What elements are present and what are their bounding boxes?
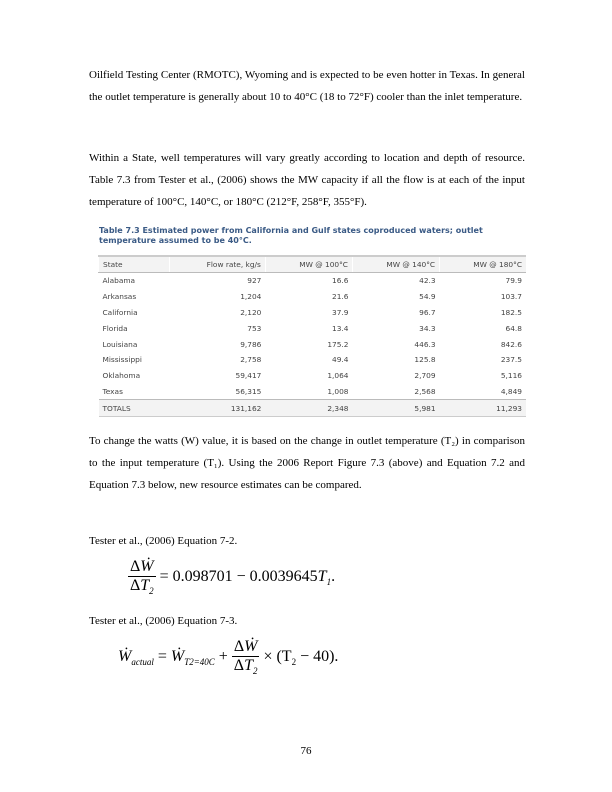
table-cell: 13.4 [332,323,349,333]
column-header: MW @ 140°C [352,256,439,273]
table-cell: 34.3 [419,323,436,333]
equation-tail: × (T [263,647,292,665]
table-cell: 56,315 [235,386,262,396]
table-cell: 37.9 [332,307,349,317]
table-cell: 2,120 [240,307,262,317]
paragraph-2: Within a State, well temperatures will vary greatly according to location and depth of resource. Table 7.3 from Tester et al., (2006) shows the MW capacity if all the flow is at each of the input temperature of 100°C, 140°C, or 180°C (212°F, 258°F, 355°F). [89,152,525,208]
power-table [98,255,526,417]
table-cell: 21.6 [332,292,349,302]
table-row [99,289,527,305]
table-row [99,352,527,368]
table-cell: 16.6 [332,276,349,286]
table-cell: Alabama [102,276,136,286]
table-cell: 842.6 [500,339,522,349]
table-cell: 11,293 [440,400,526,417]
paragraph-3: To change the watts (W) value, it is based on the change in outlet temperature (T₂) in comparison to the input temperature (T₁). Using the 2006 Report Figure 7.3 (above) and Equation 7.2 and Equation 7.3 below, new resource estimates can be compared. [89,435,525,491]
table-cell: Louisiana [102,339,138,349]
table-cell: 125.8 [414,355,436,365]
equation-end: − 40). [296,647,339,665]
table-cell: 1,064 [327,371,349,381]
table-cell: 2,709 [414,371,436,381]
table-cell: 927 [247,276,262,286]
table-cell: 237.5 [500,355,522,365]
table-cell: 2,758 [240,355,262,365]
equation-7-3: Ẇ$_{actual}$ = Ẇ$_{T2=40C}$ + $\frac{\text{ΔẆ}}{\Delta T_2}$ × $(T_2 - 40)$. [118,638,339,677]
table-row [99,336,527,352]
table-row [99,305,527,321]
table-cell: 2,568 [414,386,436,396]
table-cell: 175.2 [327,339,349,349]
column-header: MW @ 180°C [440,256,526,273]
table-cell: 446.3 [414,339,436,349]
equation-7-3-caption: Tester et al., (2006) Equation 7-3. [89,615,238,627]
column-header: State [99,256,170,273]
table-cell: 49.4 [332,355,349,365]
table-row [99,368,527,384]
table-cell: 753 [247,323,262,333]
table-cell: Florida [102,323,128,333]
table-cell: 59,417 [235,371,262,381]
table-cell: 182.5 [500,307,522,317]
table-cell: 54.9 [419,292,436,302]
table-cell: Oklahoma [102,371,141,381]
table-cell: Texas [102,386,123,396]
table-cell: 9,786 [240,339,262,349]
column-header: Flow rate, kg/s [170,256,265,273]
table-cell: 42.3 [419,276,436,286]
paragraph-1: Oilfield Testing Center (RMOTC), Wyoming and is expected to be even hotter in Texas. In general the outlet temperature is generally about 10 to 40°C (18 to 72°F) cooler than the inlet temperature. [89,69,525,103]
table-row [99,383,527,399]
page-number: 76 [300,745,312,757]
table-title: Table 7.3 Estimated power from California and Gulf states coproduced waters; outlet temperature assumed to be 40°C. [99,226,483,245]
table-cell: TOTALS [99,400,170,417]
table-cell: 1,204 [240,292,262,302]
table-cell: 96.7 [419,307,436,317]
equation-rhs: = 0.098701 − 0.0039645 [159,567,318,585]
table-cell: California [102,307,138,317]
table-cell: 1,008 [327,386,349,396]
table-cell: 4,849 [500,386,522,396]
table-cell: Arkansas [102,292,137,302]
table-cell: 5,116 [500,371,522,381]
subscript-actual: actual [131,656,154,667]
equation-7-2: $\frac{\text{ΔẆ}}{\Delta T_2}$ = $0.098701 - 0.0039645T_1$. [129,558,336,597]
table-cell: 79.9 [505,276,522,286]
table-row [99,273,527,289]
subscript-t2: T2=40C [184,656,215,667]
table-cell: 64.8 [505,323,522,333]
table-cell: Mississippi [102,355,142,365]
totals-row [99,400,527,417]
table-cell: 103.7 [500,292,522,302]
table-row [99,320,527,336]
equation-7-2-caption: Tester et al., (2006) Equation 7-2. [89,535,238,547]
table-cell: 2,348 [265,400,352,417]
column-header: MW @ 100°C [265,256,352,273]
table-cell: 5,981 [352,400,439,417]
table-cell: 131,162 [170,400,265,417]
